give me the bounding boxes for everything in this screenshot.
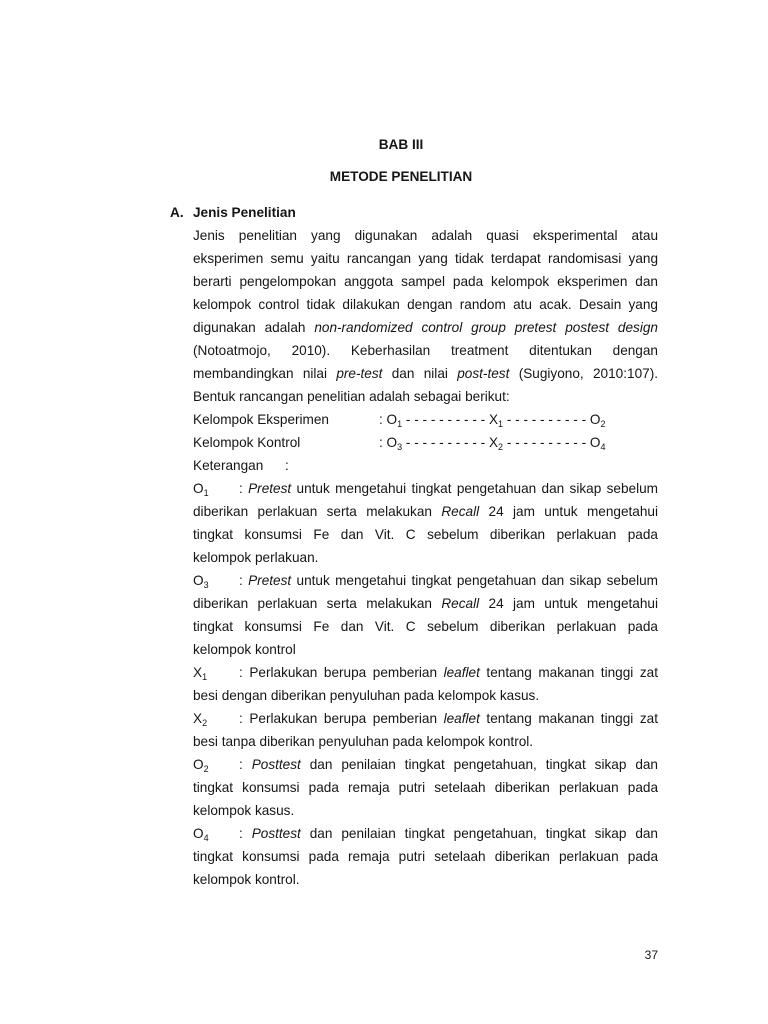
subscript: 1	[397, 418, 403, 429]
text-run: tentang makanan tinggi zat	[479, 665, 658, 681]
text-run: : O	[379, 411, 398, 427]
legend-item	[170, 707, 658, 753]
legend-item-line	[193, 753, 658, 776]
legend-colon: :	[285, 457, 289, 473]
text-run: Jenis penelitian yang digunakan adalah quasi eksperimental atau	[193, 227, 658, 243]
legend-item-line	[193, 799, 658, 822]
legend-heading	[193, 454, 658, 477]
text-run: kelompok kasus.	[193, 803, 295, 819]
italic-run: pre-test	[336, 365, 383, 381]
subscript: 3	[397, 441, 403, 452]
italic-run: leaflet	[443, 665, 480, 681]
text-run: :	[239, 757, 252, 773]
section-title: Jenis Penelitian	[193, 204, 296, 220]
subscript: 2	[600, 418, 606, 429]
legend-item-line	[193, 569, 658, 592]
subscript: 2	[203, 764, 209, 775]
design-row	[193, 431, 658, 454]
italic-run: Recall	[441, 596, 480, 612]
text-run: tingkat konsumsi pada remaja putri setelaah diberikan perlakuan pada	[193, 780, 658, 796]
chapter-label: BAB III	[378, 137, 424, 152]
paragraph-line	[193, 293, 658, 316]
subscript: 1	[203, 487, 209, 498]
section-heading	[170, 201, 658, 224]
italic-run: post-test	[457, 365, 510, 381]
text-run: - - - - - - - - - - X	[402, 434, 499, 450]
group-label: Kelompok Eksperimen	[193, 411, 329, 427]
section-a	[170, 201, 658, 892]
symbol-letter: O	[193, 480, 204, 496]
design-row	[193, 408, 658, 431]
legend-item-line	[193, 822, 658, 845]
paragraph-line	[193, 270, 658, 293]
legend-item-line	[193, 592, 658, 615]
subscript: 3	[203, 580, 209, 590]
text-run: untuk mengetahui tingkat pengetahuan dan sikap sebelum	[291, 573, 658, 588]
text-run: : Perlakukan berupa pemberian	[239, 711, 444, 727]
text-run: Bentuk rancangan penelitian adalah sebagai berikut:	[193, 388, 510, 404]
legend-item-line	[193, 868, 658, 891]
text-run: besi dengan diberikan penyuluhan pada kelompok kasus.	[193, 688, 540, 704]
legend-item-line	[193, 500, 658, 523]
text-run: dan penilaian tingkat pengetahuan, tingkat sikap dan	[300, 826, 658, 842]
text-run: - - - - - - - - - - X	[402, 411, 499, 427]
legend-item-line	[193, 684, 658, 707]
text-run: diberikan perlakuan serta melakukan	[193, 596, 442, 612]
text-run: tingkat konsumsi Fe dan Vit. C sebelum diberikan perlakuan pada	[193, 526, 658, 542]
text-run: - - - - - - - - - - O	[503, 434, 601, 450]
text-run: eksperimen semu yaitu rancangan yang tidak terdapat randomisasi yang	[193, 250, 658, 266]
legend-symbol	[193, 753, 239, 776]
text-run: 24 jam untuk mengetahui	[479, 596, 658, 612]
subscript: 2	[202, 718, 208, 729]
italic-run: Recall	[441, 503, 480, 519]
legend-item	[170, 477, 658, 569]
group-label: Kelompok Kontrol	[193, 434, 301, 450]
chapter-title: METODE PENELITIAN	[329, 169, 473, 184]
paragraph-line	[193, 362, 658, 385]
legend-item-line	[193, 730, 658, 753]
body-paragraph	[170, 224, 658, 408]
legend-item-line	[193, 661, 658, 684]
legend-symbol	[193, 569, 239, 592]
italic-run: non-randomized control group pretest postest design	[314, 319, 658, 335]
text-run: digunakan adalah	[193, 319, 315, 335]
paragraph-line	[193, 247, 658, 270]
legend-item-line	[193, 776, 658, 799]
paragraph-line	[193, 385, 658, 408]
legend-item-line	[193, 546, 658, 569]
legend-item-line	[193, 477, 658, 500]
italic-run: Posttest	[251, 826, 301, 842]
subscript: 4	[203, 833, 209, 844]
text-run: :	[239, 573, 249, 588]
text-run: diberikan perlakuan serta melakukan	[193, 503, 442, 519]
text-run: kelompok kontrol	[193, 642, 296, 658]
legend-item-line	[193, 638, 658, 661]
text-run: 24 jam untuk mengetahui	[479, 503, 658, 519]
legend-symbol	[193, 477, 239, 500]
paragraph-line	[193, 316, 658, 339]
text-run: kelompok kontrol.	[193, 872, 300, 888]
text-run: membandingkan nilai	[193, 365, 337, 381]
symbol-letter: O	[193, 757, 204, 773]
symbol-letter: O	[193, 826, 204, 842]
text-run: dan nilai	[382, 365, 458, 381]
subscript: 2	[498, 441, 504, 452]
subscript: 4	[600, 441, 606, 452]
text-run: tingkat konsumsi Fe dan Vit. C sebelum diberikan perlakuan pada	[193, 619, 658, 635]
italic-run: Pretest	[248, 573, 292, 588]
text-run: besi tanpa diberikan penyuluhan pada kelompok kontrol.	[193, 734, 534, 750]
subscript: 1	[202, 672, 208, 683]
page-number: 37	[644, 948, 658, 962]
symbol-letter: O	[193, 573, 204, 588]
symbol-letter: X	[193, 665, 203, 681]
text-run: - - - - - - - - - - O	[503, 411, 601, 427]
section-marker: A.	[170, 204, 184, 220]
legend-item-line	[193, 615, 658, 638]
text-run: berarti pengelompokan anggota sampel pada kelompok eksperimen dan	[193, 273, 658, 289]
text-run: : O	[379, 434, 398, 450]
subscript: 1	[498, 418, 504, 429]
text-run: (Notoatmojo, 2010). Keberhasilan treatment ditentukan dengan	[193, 342, 658, 358]
legend-item	[170, 569, 658, 661]
text-run: untuk mengetahui tingkat pengetahuan dan sikap sebelum	[291, 480, 658, 496]
legend-item	[170, 661, 658, 707]
legend-label: Keterangan	[193, 457, 264, 473]
symbol-letter: X	[193, 711, 203, 727]
legend-item	[170, 822, 658, 891]
paragraph-line	[193, 224, 658, 247]
text-run: :	[239, 480, 249, 496]
text-run: : Perlakukan berupa pemberian	[239, 665, 444, 681]
legend-item-line	[193, 707, 658, 730]
text-run: dan penilaian tingkat pengetahuan, tingkat sikap dan	[300, 757, 658, 773]
text-run: tingkat konsumsi pada remaja putri setelaah diberikan perlakuan pada	[193, 849, 658, 865]
legend-item	[170, 753, 658, 822]
legend-item-line	[193, 523, 658, 546]
italic-run: Posttest	[251, 757, 301, 773]
text-run: (Sugiyono, 2010:107).	[509, 365, 658, 381]
text-run: :	[239, 826, 252, 842]
legend-item-line	[193, 845, 658, 868]
text-run: kelompok perlakuan.	[193, 549, 319, 565]
paragraph-line	[193, 339, 658, 362]
legend-symbol	[193, 661, 239, 684]
italic-run: leaflet	[443, 711, 480, 727]
italic-run: Pretest	[248, 480, 292, 496]
text-run: tentang makanan tinggi zat	[479, 711, 658, 727]
text-run: kelompok control tidak dilakukan dengan random atu acak. Desain yang	[193, 296, 658, 312]
legend-symbol	[193, 822, 239, 845]
legend-symbol	[193, 707, 239, 730]
